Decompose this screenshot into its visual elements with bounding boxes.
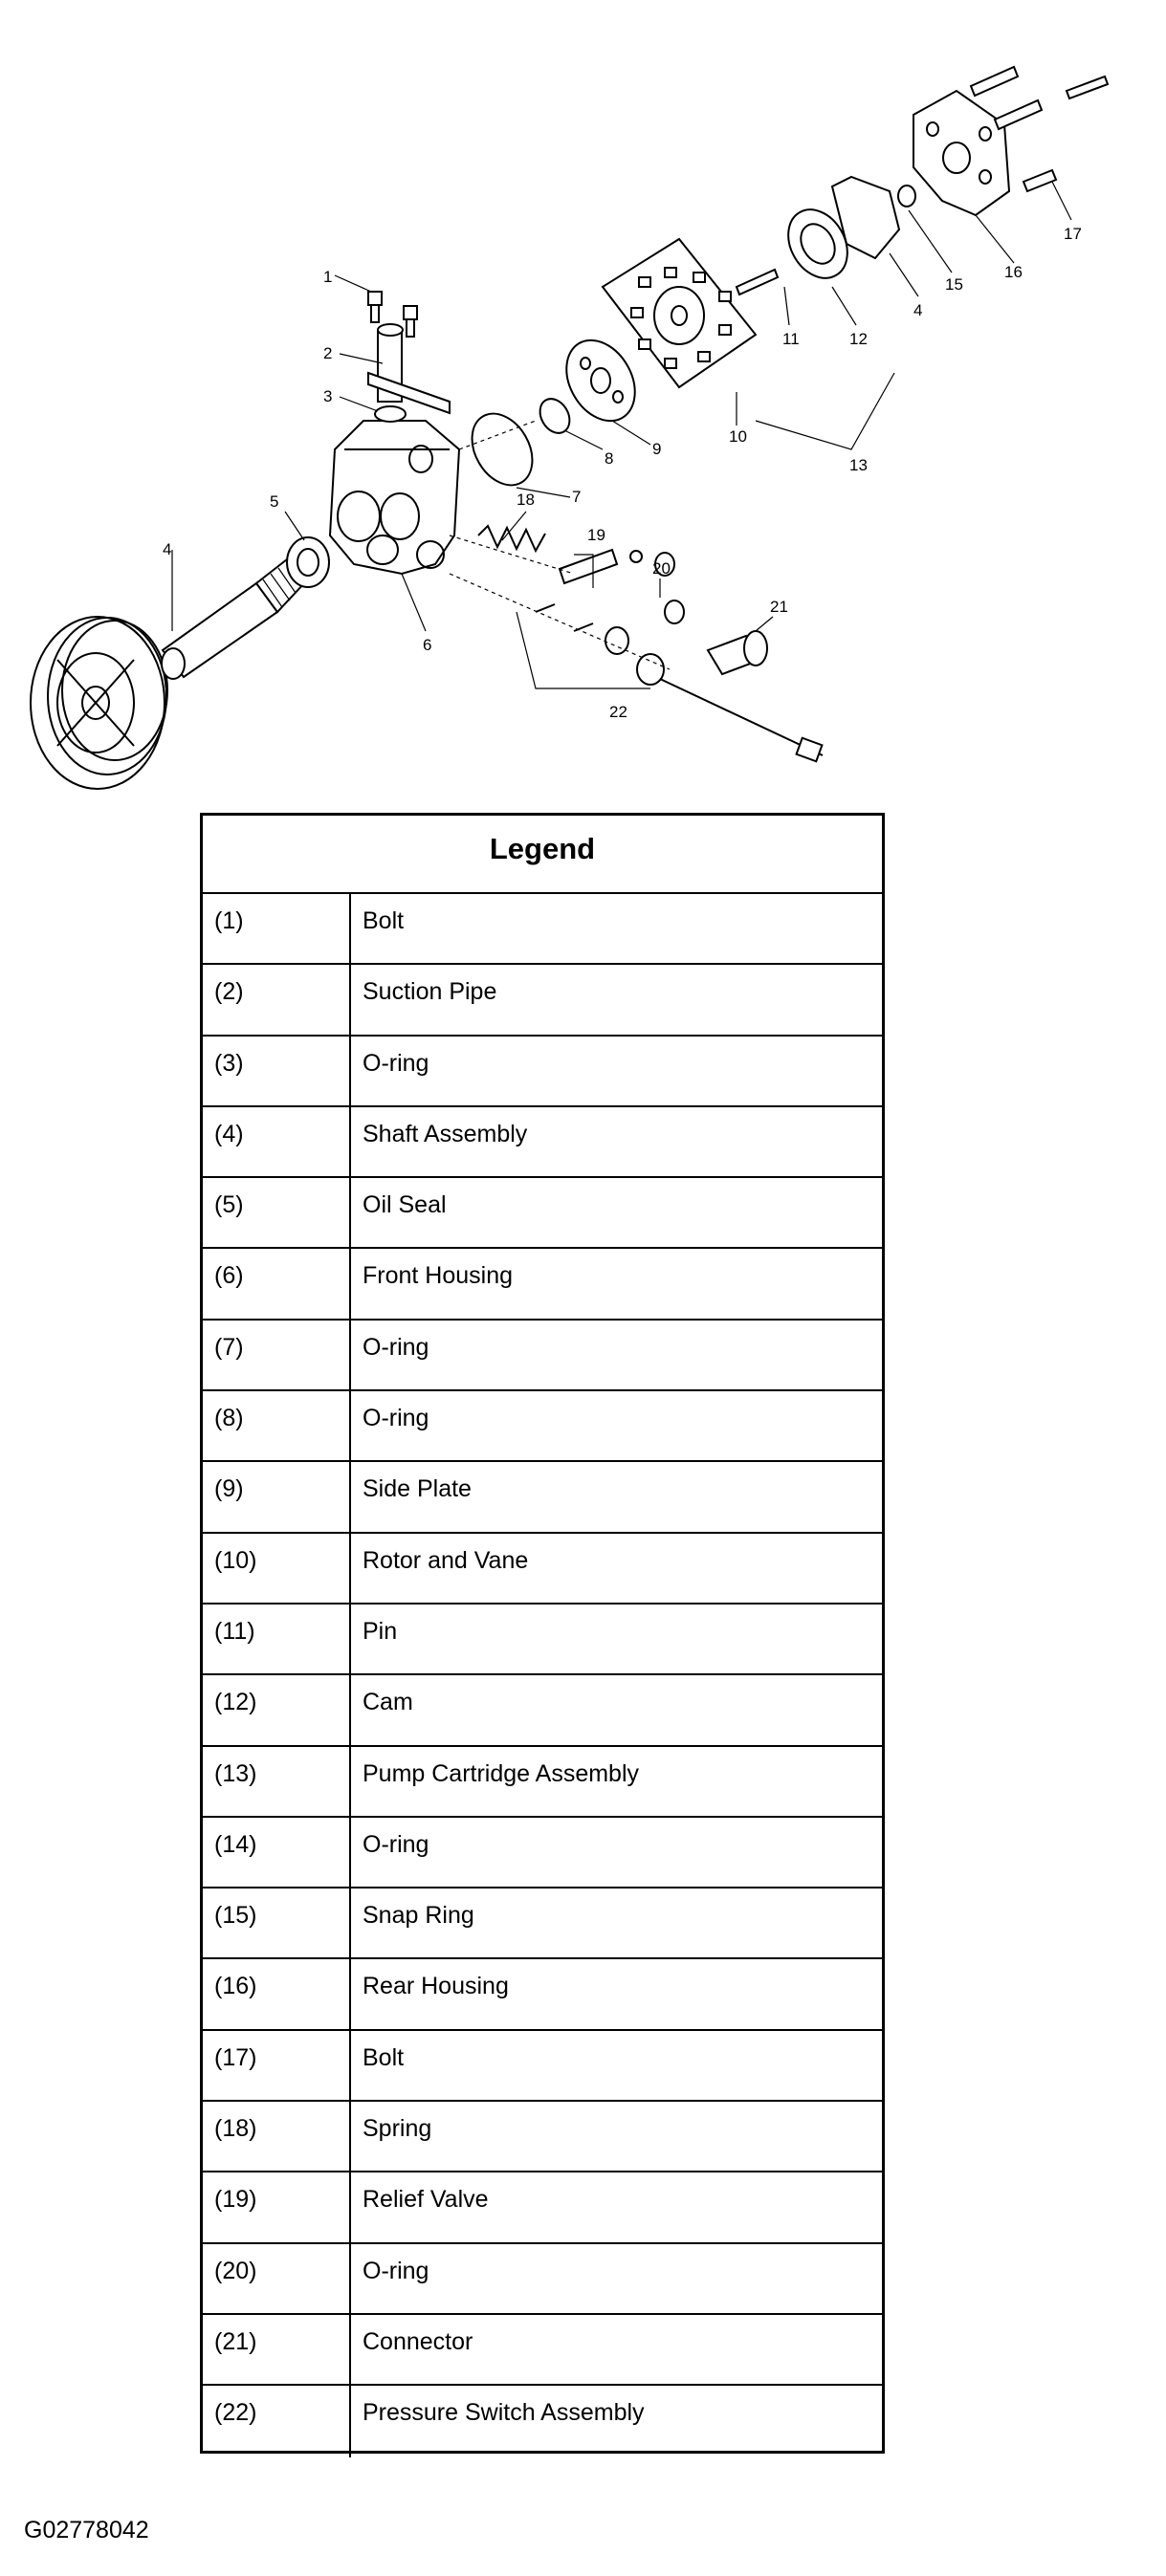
legend-row bbox=[203, 2244, 882, 2315]
callout-13: 13 bbox=[849, 456, 868, 474]
legend-row bbox=[203, 2172, 882, 2243]
legend-table bbox=[200, 813, 885, 2454]
legend-item-description: Bolt bbox=[363, 2043, 405, 2071]
callout-9: 9 bbox=[652, 440, 662, 458]
legend-item-number: (15) bbox=[203, 1888, 351, 1957]
callout-10: 10 bbox=[729, 427, 747, 446]
legend-item-description: Pressure Switch Assembly bbox=[363, 2399, 645, 2427]
legend-item-description: Snap Ring bbox=[363, 1902, 474, 1930]
legend-row bbox=[203, 1037, 882, 1107]
callout-4: 4 bbox=[163, 540, 172, 558]
legend-item-description: Cam bbox=[363, 1689, 413, 1716]
callout-7: 7 bbox=[572, 488, 582, 506]
callout-15: 15 bbox=[945, 275, 963, 294]
legend-item-number: (4) bbox=[203, 1107, 351, 1176]
legend-item-number: (20) bbox=[203, 2244, 351, 2313]
callout-11: 11 bbox=[782, 330, 800, 348]
legend-item-description: O-ring bbox=[363, 2257, 429, 2284]
legend-row bbox=[203, 1675, 882, 1746]
legend-rows bbox=[203, 894, 882, 2457]
legend-item-number: (9) bbox=[203, 1462, 351, 1531]
legend-row bbox=[203, 2102, 882, 2172]
exploded-diagram bbox=[0, 0, 1166, 794]
o-ring-7 bbox=[460, 403, 544, 495]
legend-row bbox=[203, 894, 882, 965]
legend-item-description: Spring bbox=[363, 2115, 432, 2143]
legend-item-description: O-ring bbox=[363, 1405, 429, 1432]
legend-item-number: (13) bbox=[203, 1747, 351, 1816]
legend-item-number: (3) bbox=[203, 1037, 351, 1105]
power-steering-pump-exploded-view bbox=[0, 0, 1166, 794]
legend-item-description: Rear Housing bbox=[363, 1973, 509, 2000]
connector bbox=[708, 631, 767, 674]
legend-item-description: Connector bbox=[363, 2327, 473, 2355]
callout-16: 16 bbox=[1004, 263, 1023, 281]
legend-item-number: (14) bbox=[203, 1818, 351, 1887]
legend-row bbox=[203, 2386, 882, 2456]
callout-1: 1 bbox=[323, 268, 333, 286]
callout-20: 20 bbox=[652, 559, 671, 578]
legend-item-description: Rotor and Vane bbox=[363, 1546, 529, 1574]
legend-header bbox=[203, 816, 882, 894]
callout-6: 6 bbox=[423, 636, 432, 654]
legend-row bbox=[203, 1249, 882, 1320]
pressure-switch-assembly bbox=[536, 604, 823, 761]
legend-row bbox=[203, 1818, 882, 1888]
legend-item-number: (16) bbox=[203, 1959, 351, 2028]
relief-valve bbox=[560, 550, 642, 583]
callout-2: 2 bbox=[323, 344, 333, 362]
legend-item-description: O-ring bbox=[363, 1333, 429, 1361]
legend-row bbox=[203, 1959, 882, 2030]
callout-8: 8 bbox=[605, 449, 614, 468]
legend-item-description: Relief Valve bbox=[363, 2186, 489, 2214]
legend-row bbox=[203, 1888, 882, 1959]
legend-row bbox=[203, 1107, 882, 1178]
callout-12: 12 bbox=[849, 330, 868, 348]
legend-item-number: (12) bbox=[203, 1675, 351, 1744]
legend-item-number: (17) bbox=[203, 2031, 351, 2100]
legend-item-number: (2) bbox=[203, 965, 351, 1034]
legend-row bbox=[203, 1178, 882, 1249]
front-housing bbox=[330, 421, 459, 574]
callout-22: 22 bbox=[609, 703, 627, 721]
legend-item-number: (7) bbox=[203, 1321, 351, 1389]
oil-seal bbox=[287, 537, 329, 587]
legend-item-description: Front Housing bbox=[363, 1262, 514, 1290]
legend-item-number: (11) bbox=[203, 1605, 351, 1673]
o-ring-8 bbox=[534, 394, 575, 439]
legend-item-description: Pump Cartridge Assembly bbox=[363, 1759, 640, 1787]
callout-5: 5 bbox=[270, 492, 279, 511]
legend-row bbox=[203, 1462, 882, 1533]
legend-row bbox=[203, 1534, 882, 1605]
legend-row bbox=[203, 965, 882, 1036]
legend-item-number: (5) bbox=[203, 1178, 351, 1247]
callout-21: 21 bbox=[770, 598, 788, 616]
legend-item-description: Shaft Assembly bbox=[363, 1120, 528, 1147]
legend-item-description: O-ring bbox=[363, 1830, 429, 1858]
callout-4b: 4 bbox=[913, 301, 923, 319]
legend-item-number: (1) bbox=[203, 894, 351, 963]
legend-item-number: (19) bbox=[203, 2172, 351, 2241]
callout-3: 3 bbox=[323, 387, 333, 405]
legend-title: Legend bbox=[489, 832, 596, 865]
callout-19: 19 bbox=[587, 526, 605, 544]
legend-row bbox=[203, 1321, 882, 1391]
figure-code: G02778042 bbox=[24, 2517, 149, 2543]
legend-row bbox=[203, 2315, 882, 2386]
snap-ring bbox=[898, 186, 915, 207]
legend-item-description: Side Plate bbox=[363, 1475, 472, 1503]
legend-item-number: (22) bbox=[203, 2386, 351, 2456]
legend-item-description: O-ring bbox=[363, 1049, 429, 1077]
side-plate bbox=[553, 328, 649, 433]
legend-row bbox=[203, 1747, 882, 1818]
legend-item-description: Bolt bbox=[363, 907, 405, 934]
legend-row bbox=[203, 1605, 882, 1675]
legend-row bbox=[203, 1391, 882, 1462]
rear-housing bbox=[913, 91, 1009, 215]
callout-18: 18 bbox=[517, 491, 535, 509]
legend-item-number: (18) bbox=[203, 2102, 351, 2171]
pulley bbox=[31, 617, 167, 789]
legend-item-description: Pin bbox=[363, 1617, 398, 1645]
legend-item-number: (10) bbox=[203, 1534, 351, 1603]
pin bbox=[737, 270, 778, 295]
suction-pipe bbox=[368, 324, 450, 422]
legend-item-number: (21) bbox=[203, 2315, 351, 2384]
callout-17: 17 bbox=[1064, 225, 1082, 243]
legend-item-description: Oil Seal bbox=[363, 1191, 447, 1219]
shaft-assembly bbox=[162, 559, 304, 679]
legend-item-number: (8) bbox=[203, 1391, 351, 1460]
legend-item-description: Suction Pipe bbox=[363, 978, 497, 1006]
legend-row bbox=[203, 2031, 882, 2102]
legend-item-number: (6) bbox=[203, 1249, 351, 1318]
